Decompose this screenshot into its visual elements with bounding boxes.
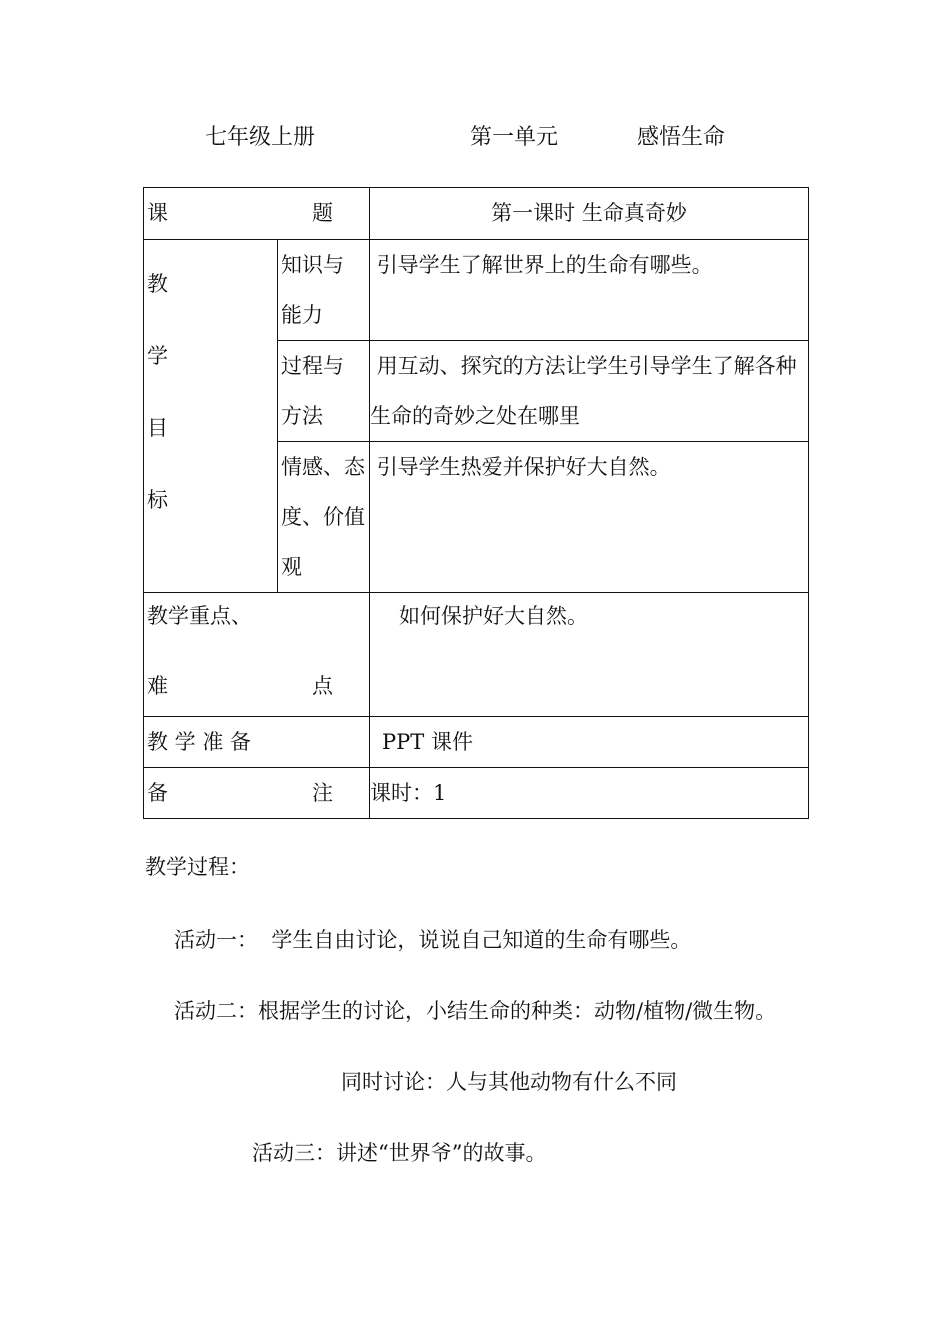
activity-3: 活动三：讲述“世界爷”的故事。 bbox=[252, 1141, 547, 1165]
objective-content: 引导学生了解世界上的生命有哪些。 bbox=[370, 240, 809, 341]
key-points-label-right: 点 bbox=[312, 674, 333, 698]
topic-label bbox=[147, 188, 333, 238]
objective-content: 用互动、探究的方法让学生引导学生了解各种生命的奇妙之处在哪里 bbox=[370, 341, 809, 442]
objective-sublabel-line: 知识与 bbox=[281, 253, 344, 277]
objectives-label-cell bbox=[144, 240, 278, 593]
topic-label-cell bbox=[144, 188, 370, 240]
objective-sublabel-line: 度、价值 bbox=[281, 505, 365, 529]
topic-label-left: 课 bbox=[147, 201, 168, 225]
notes-label-cell bbox=[144, 768, 370, 819]
header-unit: 第一单元 bbox=[470, 125, 559, 150]
topic-row bbox=[144, 188, 809, 240]
prep-label: 教 学 准 备 bbox=[144, 717, 370, 768]
activity-2-sub: 同时讨论：人与其他动物有什么不同 bbox=[341, 1070, 677, 1094]
topic-value: 第一课时 生命真奇妙 bbox=[370, 188, 809, 240]
objectives-label-char: 目 bbox=[147, 416, 168, 440]
objective-sublabel-cell bbox=[278, 442, 370, 593]
objective-content: 引导学生热爱并保护好大自然。 bbox=[370, 442, 809, 593]
key-points-row bbox=[144, 593, 809, 717]
notes-value: 课时：1 bbox=[370, 768, 809, 819]
key-points-label-line1: 教学重点、 bbox=[147, 604, 252, 628]
header-grade: 七年级上册 bbox=[205, 125, 316, 150]
objective-sublabel-line: 能力 bbox=[281, 303, 323, 327]
objective-sublabel-cell bbox=[278, 341, 370, 442]
header-theme: 感悟生命 bbox=[637, 125, 726, 150]
notes-label bbox=[147, 768, 333, 818]
objectives-label-char: 学 bbox=[147, 344, 168, 368]
prep-value: PPT 课件 bbox=[370, 717, 809, 768]
prep-row bbox=[144, 717, 809, 768]
objectives-label bbox=[147, 240, 277, 536]
key-points-value: 如何保护好大自然。 bbox=[370, 593, 809, 717]
objective-sublabel-line: 观 bbox=[281, 555, 302, 579]
notes-label-right: 注 bbox=[312, 781, 333, 805]
objectives-label-char: 标 bbox=[147, 488, 168, 512]
objective-row-knowledge bbox=[144, 240, 809, 341]
lesson-plan-table bbox=[143, 187, 809, 819]
key-points-label-left: 难 bbox=[147, 674, 168, 698]
topic-label-right: 题 bbox=[312, 201, 333, 225]
objective-sublabel-cell bbox=[278, 240, 370, 341]
activity-2: 活动二：根据学生的讨论，小结生命的种类：动物/植物/微生物。 bbox=[174, 999, 777, 1023]
notes-row bbox=[144, 768, 809, 819]
notes-label-left: 备 bbox=[147, 781, 168, 805]
objective-sublabel-line: 情感、态 bbox=[281, 455, 365, 479]
objectives-label-char: 教 bbox=[147, 272, 168, 296]
key-points-label-cell bbox=[144, 593, 370, 717]
activity-1: 活动一： 学生自由讨论，说说自己知道的生命有哪些。 bbox=[174, 928, 692, 952]
process-title: 教学过程： bbox=[145, 855, 250, 879]
key-points-label-line2 bbox=[147, 663, 333, 709]
objective-sublabel-line: 方法 bbox=[281, 404, 323, 428]
objective-sublabel-line: 过程与 bbox=[281, 354, 344, 378]
